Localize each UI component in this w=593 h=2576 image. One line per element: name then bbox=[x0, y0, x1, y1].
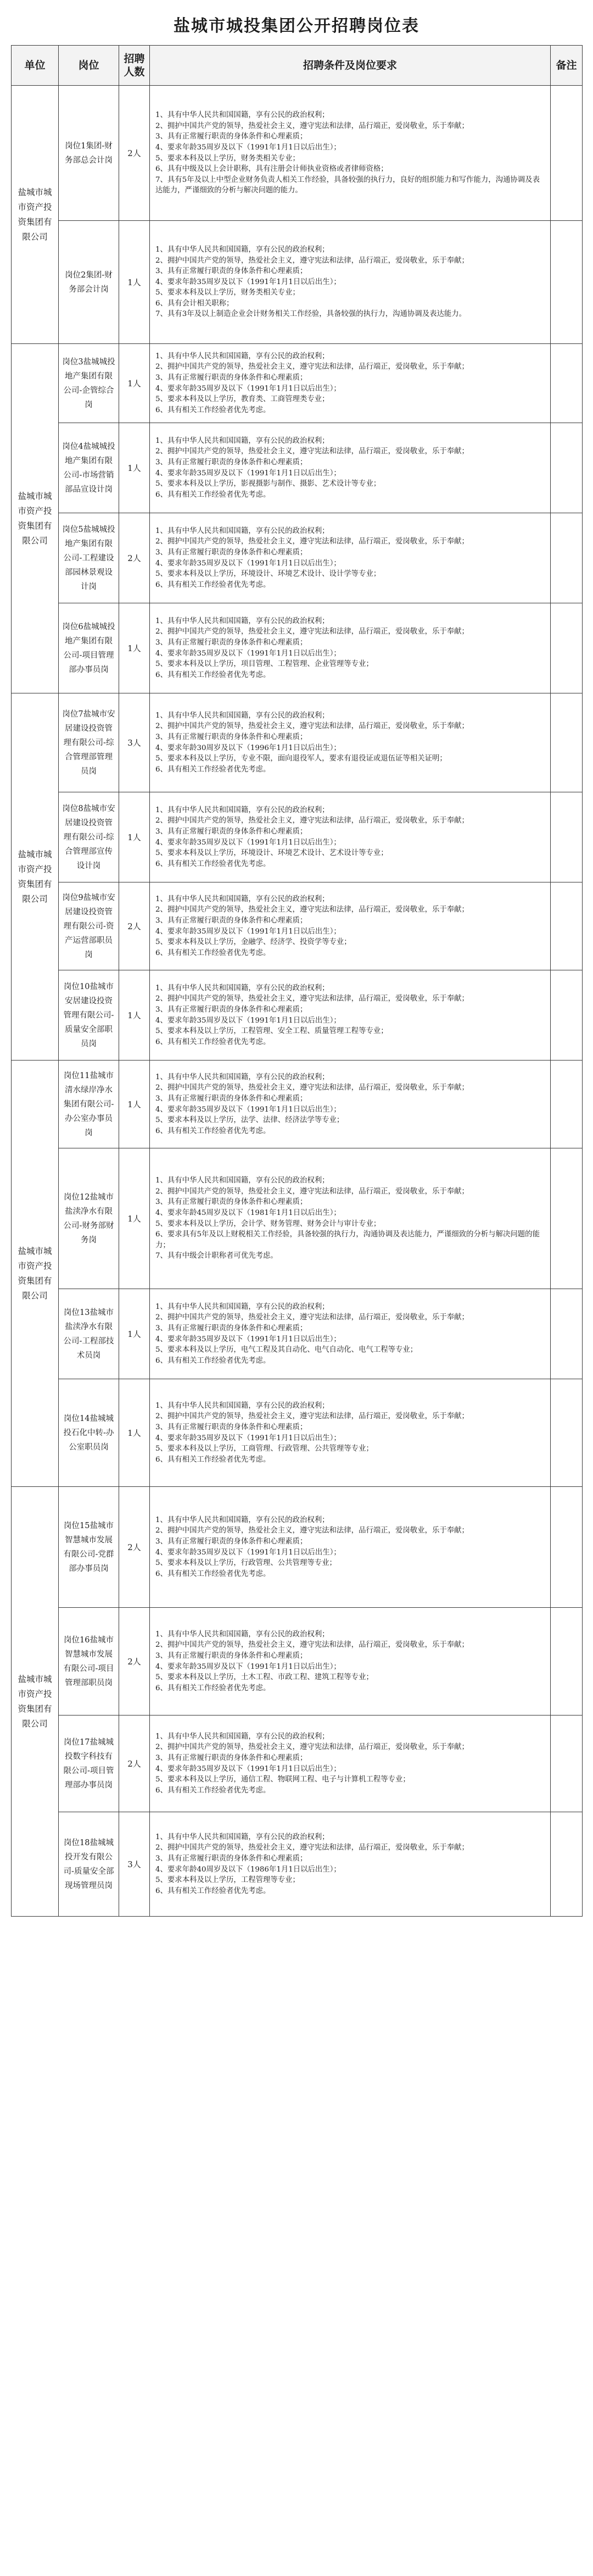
requirement-line: 4、要求年龄35周岁及以下（1991年1月1日以后出生）； bbox=[155, 384, 341, 393]
requirement-line: 1、具有中华人民共和国国籍，享有公民的政治权利； bbox=[155, 617, 329, 625]
requirement-line: 6、具有相关工作经验者优先考虑。 bbox=[155, 670, 271, 679]
table-row bbox=[12, 221, 583, 344]
requirement-line: 5、要求本科及以上学历，土木工程、市政工程、建筑工程等专业； bbox=[155, 1673, 373, 1682]
post-cell: 岗位14盐城城投石化中转-办公室职员岗 bbox=[59, 1379, 119, 1487]
requirement-line: 5、要求本科及以上学历，影视摄影与制作、摄影、艺术设计等专业； bbox=[155, 480, 381, 488]
page-title: 盐城市城投集团公开招聘岗位表 bbox=[174, 16, 419, 36]
requirement-line: 4、要求年龄45周岁及以下（1981年1月1日以后出生）； bbox=[155, 1208, 341, 1217]
requirement-line: 2、拥护中国共产党的领导，热爱社会主义，遵守宪法和法律，品行端正，爱岗敬业，乐于奉献； bbox=[155, 1412, 469, 1421]
note-cell bbox=[551, 970, 583, 1061]
requirement-line: 3、具有正常履行职责的身体条件和心理素质； bbox=[155, 1324, 307, 1333]
requirement-line: 1、具有中华人民共和国国籍，享有公民的政治权利； bbox=[155, 711, 329, 720]
requirement-line: 1、具有中华人民共和国国籍，享有公民的政治权利； bbox=[155, 245, 329, 254]
count-cell: 1人 bbox=[119, 1379, 150, 1487]
requirement-line: 5、要求本科及以上学历，通信工程、物联网工程、电子与计算机工程等专业； bbox=[155, 1775, 410, 1784]
requirement-line: 1、具有中华人民共和国国籍，享有公民的政治权利； bbox=[155, 111, 329, 120]
requirement-line: 6、具有相关工作经验者优先考虑。 bbox=[155, 1356, 271, 1365]
header-unit: 单位 bbox=[12, 46, 59, 86]
table-row bbox=[12, 513, 583, 603]
requirement-line: 6、具有相关工作经验者优先考虑。 bbox=[155, 1569, 271, 1578]
requirement-line: 5、要求本科及以上学历，环境设计、环境艺术设计、设计学等专业； bbox=[155, 570, 381, 579]
post-cell: 岗位8盐城市安居建设投资管理有限公司-综合管理部宣传设计岗 bbox=[59, 792, 119, 882]
count-cell: 1人 bbox=[119, 792, 150, 882]
requirement-line: 2、拥护中国共产党的领导，热爱社会主义，遵守宪法和法律，品行端正，爱岗敬业，乐于奉献； bbox=[155, 1313, 469, 1322]
requirements-cell bbox=[150, 603, 551, 693]
requirement-line: 1、具有中华人民共和国国籍，享有公民的政治权利； bbox=[155, 1630, 329, 1639]
requirement-line: 5、要求本科及以上学历，财务类相关专业； bbox=[155, 288, 300, 297]
requirement-line: 3、具有正常履行职责的身体条件和心理素质； bbox=[155, 132, 307, 141]
requirement-line: 4、要求年龄35周岁及以下（1991年1月1日以后出生）； bbox=[155, 649, 341, 658]
requirement-line: 4、要求年龄35周岁及以下（1991年1月1日以后出生）； bbox=[155, 559, 341, 568]
requirement-line: 5、要求本科及以上学历，会计学、财务管理、财务会计与审计专业； bbox=[155, 1219, 381, 1228]
table-row bbox=[12, 1812, 583, 1917]
requirement-line: 3、具有正常履行职责的身体条件和心理素质； bbox=[155, 373, 307, 382]
note-cell bbox=[551, 221, 583, 344]
requirements-cell bbox=[150, 1716, 551, 1812]
requirement-line: 7、具有中级会计职称者可优先考虑。 bbox=[155, 1252, 278, 1261]
post-cell: 岗位17盐城城投数字科技有限公司-项目管理部办事员岗 bbox=[59, 1716, 119, 1812]
requirement-line: 3、具有正常履行职责的身体条件和心理素质； bbox=[155, 916, 307, 925]
requirement-line: 4、要求年龄30周岁及以下（1996年1月1日以后出生）； bbox=[155, 743, 341, 752]
note-cell bbox=[551, 882, 583, 970]
requirement-line: 6、具有相关工作经验者优先考虑。 bbox=[155, 490, 271, 499]
requirement-line: 2、拥护中国共产党的领导，热爱社会主义，遵守宪法和法律，品行端正，爱岗敬业，乐于奉献； bbox=[155, 447, 469, 456]
requirement-line: 1、具有中华人民共和国国籍，享有公民的政治权利； bbox=[155, 806, 329, 814]
requirements-cell bbox=[150, 86, 551, 221]
note-cell bbox=[551, 792, 583, 882]
requirement-line: 6、具有相关工作经验者优先考虑。 bbox=[155, 1037, 271, 1046]
requirement-line: 3、具有正常履行职责的身体条件和心理素质； bbox=[155, 1537, 307, 1546]
requirement-line: 1、具有中华人民共和国国籍，享有公民的政治权利； bbox=[155, 1073, 329, 1081]
note-cell bbox=[551, 423, 583, 513]
requirements-cell bbox=[150, 1487, 551, 1608]
unit-cell: 盐城市城市资产投资集团有限公司 bbox=[12, 1061, 59, 1487]
requirement-line: 7、具有3年及以上制造企业会计财务相关工作经验，具备较强的执行力，沟通协调及表达能力。 bbox=[155, 310, 467, 319]
requirements-cell bbox=[150, 423, 551, 513]
note-cell bbox=[551, 344, 583, 423]
requirement-line: 3、具有正常履行职责的身体条件和心理素质； bbox=[155, 458, 307, 467]
requirement-line: 5、要求本科及以上学历，工程管理、安全工程、质量管理工程等专业； bbox=[155, 1027, 388, 1036]
count-cell: 2人 bbox=[119, 86, 150, 221]
requirement-line: 1、具有中华人民共和国国籍，享有公民的政治权利； bbox=[155, 895, 329, 903]
positions-table bbox=[11, 45, 583, 1917]
table-row bbox=[12, 344, 583, 423]
requirement-line: 6、具有相关工作经验者优先考虑。 bbox=[155, 948, 271, 957]
count-cell: 2人 bbox=[119, 1608, 150, 1716]
requirement-line: 2、拥护中国共产党的领导，热爱社会主义，遵守宪法和法律，品行端正，爱岗敬业，乐于奉献； bbox=[155, 256, 469, 265]
table-row bbox=[12, 1289, 583, 1379]
note-cell bbox=[551, 1487, 583, 1608]
table-header-row bbox=[12, 46, 583, 86]
requirement-line: 3、具有正常履行职责的身体条件和心理素质； bbox=[155, 732, 307, 741]
requirement-line: 5、要求本科及以上学历，教育类、工商管理类专业； bbox=[155, 395, 329, 404]
unit-cell: 盐城市城市资产投资集团有限公司 bbox=[12, 344, 59, 693]
requirement-line: 4、要求年龄35周岁及以下（1991年1月1日以后出生）； bbox=[155, 1434, 341, 1442]
requirements-cell bbox=[150, 1379, 551, 1487]
count-cell: 2人 bbox=[119, 882, 150, 970]
requirement-line: 4、要求年龄35周岁及以下（1991年1月1日以后出生）； bbox=[155, 469, 341, 478]
requirement-line: 4、要求年龄35周岁及以下（1991年1月1日以后出生）； bbox=[155, 1662, 341, 1671]
unit-cell: 盐城市城市资产投资集团有限公司 bbox=[12, 693, 59, 1061]
post-cell: 岗位5盐城城投地产集团有限公司-工程建设部园林景观设计岗 bbox=[59, 513, 119, 603]
count-cell: 1人 bbox=[119, 1061, 150, 1148]
post-cell: 岗位11盐城市清水绿岸净水集团有限公司-办公室办事员岗 bbox=[59, 1061, 119, 1148]
requirement-line: 5、要求本科及以上学历，金融学、经济学、投资学等专业； bbox=[155, 938, 351, 947]
requirements-cell bbox=[150, 693, 551, 792]
count-cell: 2人 bbox=[119, 513, 150, 603]
requirement-line: 4、要求年龄35周岁及以下（1991年1月1日以后出生）； bbox=[155, 1764, 341, 1773]
requirements-cell bbox=[150, 513, 551, 603]
requirement-line: 5、要求本科及以上学历，专业不限，面向退役军人，要求有退役证或退伍证等相关证明； bbox=[155, 754, 447, 763]
requirement-line: 2、拥护中国共产党的领导，热爱社会主义，遵守宪法和法律，品行端正，爱岗敬业，乐于奉献； bbox=[155, 817, 469, 825]
requirement-line: 2、拥护中国共产党的领导，热爱社会主义，遵守宪法和法律，品行端正，爱岗敬业，乐于奉献； bbox=[155, 1187, 469, 1196]
requirement-line: 4、要求年龄35周岁及以下（1991年1月1日以后出生）； bbox=[155, 277, 341, 286]
requirement-line: 6、具有相关工作经验者优先考虑。 bbox=[155, 765, 271, 774]
table-row bbox=[12, 1716, 583, 1812]
requirements-cell bbox=[150, 1289, 551, 1379]
requirement-line: 1、具有中华人民共和国国籍，享有公民的政治权利； bbox=[155, 1176, 329, 1185]
requirement-line: 6、具有相关工作经验者优先考虑。 bbox=[155, 406, 271, 414]
requirement-line: 2、拥护中国共产党的领导，热爱社会主义，遵守宪法和法律，品行端正，爱岗敬业，乐于奉献； bbox=[155, 628, 469, 636]
requirements-cell bbox=[150, 1148, 551, 1289]
table-row bbox=[12, 792, 583, 882]
table-row bbox=[12, 423, 583, 513]
post-cell: 岗位7盐城市安居建设投资管理有限公司-综合管理部管理员岗 bbox=[59, 693, 119, 792]
requirement-line: 6、具有相关工作经验者优先考虑。 bbox=[155, 859, 271, 868]
requirement-line: 7、具有5年及以上中型企业财务负责人相关工作经验，具备较强的执行力，良好的组织能力和写作能力，沟通协调及表达能力，严谨细致的分析与解决问题的能力。 bbox=[155, 175, 540, 195]
requirement-line: 3、具有正常履行职责的身体条件和心理素质； bbox=[155, 1651, 307, 1660]
count-cell: 3人 bbox=[119, 693, 150, 792]
table-row bbox=[12, 1487, 583, 1608]
note-cell bbox=[551, 1812, 583, 1917]
post-cell: 岗位9盐城市安居建设投资管理有限公司-资产运营部职员岗 bbox=[59, 882, 119, 970]
table-row bbox=[12, 1608, 583, 1716]
table-row bbox=[12, 603, 583, 693]
table-row bbox=[12, 1148, 583, 1289]
requirement-line: 3、具有正常履行职责的身体条件和心理素质； bbox=[155, 1005, 307, 1014]
requirement-line: 2、拥护中国共产党的领导，热爱社会主义，遵守宪法和法律，品行端正，爱岗敬业，乐于奉献； bbox=[155, 906, 469, 914]
requirement-line: 4、要求年龄35周岁及以下（1991年1月1日以后出生）； bbox=[155, 1335, 341, 1343]
table-body bbox=[12, 86, 583, 1917]
requirements-cell bbox=[150, 792, 551, 882]
document-page bbox=[11, 0, 582, 1917]
requirement-line: 1、具有中华人民共和国国籍，享有公民的政治权利； bbox=[155, 436, 329, 445]
post-cell: 岗位18盐城城投开发有限公司-质量安全部现场管理员岗 bbox=[59, 1812, 119, 1917]
requirement-line: 2、拥护中国共产党的领导，热爱社会主义，遵守宪法和法律，品行端正，爱岗敬业，乐于奉献； bbox=[155, 1641, 469, 1650]
requirement-line: 6、具有中级及以上会计职称，具有注册会计师执业资格或者律师资格； bbox=[155, 165, 388, 174]
requirement-line: 2、拥护中国共产党的领导，热爱社会主义，遵守宪法和法律，品行端正，爱岗敬业，乐于奉献； bbox=[155, 537, 469, 546]
requirement-line: 2、拥护中国共产党的领导，热爱社会主义，遵守宪法和法律，品行端正，爱岗敬业，乐于奉献； bbox=[155, 722, 469, 731]
note-cell bbox=[551, 513, 583, 603]
requirement-line: 3、具有正常履行职责的身体条件和心理素质； bbox=[155, 1854, 307, 1863]
requirement-line: 1、具有中华人民共和国国籍，享有公民的政治权利； bbox=[155, 1833, 329, 1841]
requirement-line: 1、具有中华人民共和国国籍，享有公民的政治权利； bbox=[155, 1515, 329, 1524]
requirements-cell bbox=[150, 1061, 551, 1148]
requirement-line: 5、要求本科及以上学历，电气工程及其自动化、电气自动化、电气工程等专业； bbox=[155, 1346, 418, 1354]
header-note: 备注 bbox=[551, 46, 583, 86]
requirement-line: 1、具有中华人民共和国国籍，享有公民的政治权利； bbox=[155, 984, 329, 992]
post-cell: 岗位3盐城城投地产集团有限公司-企管综合岗 bbox=[59, 344, 119, 423]
requirement-line: 2、拥护中国共产党的领导，热爱社会主义，遵守宪法和法律，品行端正，爱岗敬业，乐于奉献； bbox=[155, 1743, 469, 1752]
requirement-line: 3、具有正常履行职责的身体条件和心理素质； bbox=[155, 267, 307, 276]
requirement-line: 2、拥护中国共产党的领导，热爱社会主义，遵守宪法和法律，品行端正，爱岗敬业，乐于奉献； bbox=[155, 1526, 469, 1535]
requirement-line: 4、要求年龄35周岁及以下（1991年1月1日以后出生）； bbox=[155, 1105, 341, 1114]
requirement-line: 5、要求本科及以上学历，财务类相关专业； bbox=[155, 154, 300, 163]
requirements-cell bbox=[150, 1812, 551, 1917]
note-cell bbox=[551, 1289, 583, 1379]
count-cell: 1人 bbox=[119, 1148, 150, 1289]
requirement-line: 2、拥护中国共产党的领导，热爱社会主义，遵守宪法和法律，品行端正，爱岗敬业，乐于奉献； bbox=[155, 1844, 469, 1852]
requirement-line: 5、要求本科及以上学历，项目管理、工程管理、企业管理等专业； bbox=[155, 660, 373, 669]
requirement-line: 1、具有中华人民共和国国籍，享有公民的政治权利； bbox=[155, 1302, 329, 1311]
requirement-line: 2、拥护中国共产党的领导，热爱社会主义，遵守宪法和法律，品行端正，爱岗敬业，乐于奉献； bbox=[155, 995, 469, 1003]
requirement-line: 6、要求具有5年及以上财税相关工作经验，具备较强的执行力，沟通协调及表达能力，严谨细致的分析与解决问题的能力； bbox=[155, 1230, 540, 1250]
unit-cell: 盐城市城市资产投资集团有限公司 bbox=[12, 1487, 59, 1917]
requirement-line: 5、要求本科及以上学历，工程管理等专业； bbox=[155, 1876, 300, 1885]
note-cell bbox=[551, 86, 583, 221]
requirement-line: 4、要求年龄35周岁及以下（1991年1月1日以后出生）； bbox=[155, 927, 341, 936]
count-cell: 1人 bbox=[119, 1289, 150, 1379]
post-cell: 岗位10盐城市安居建设投资管理有限公司-质量安全部职员岗 bbox=[59, 970, 119, 1061]
requirement-line: 4、要求年龄35周岁及以下（1991年1月1日以后出生）； bbox=[155, 143, 341, 152]
table-row bbox=[12, 1379, 583, 1487]
requirement-line: 5、要求本科及以上学历，工商管理、行政管理、公共管理等专业； bbox=[155, 1445, 373, 1453]
requirement-line: 6、具有相关工作经验者优先考虑。 bbox=[155, 1684, 271, 1692]
post-cell: 岗位2集团-财务部会计岗 bbox=[59, 221, 119, 344]
count-cell: 1人 bbox=[119, 221, 150, 344]
requirement-line: 4、要求年龄35周岁及以下（1991年1月1日以后出生）； bbox=[155, 838, 341, 847]
count-cell: 1人 bbox=[119, 344, 150, 423]
count-cell: 2人 bbox=[119, 1487, 150, 1608]
requirement-line: 6、具有相关工作经验者优先考虑。 bbox=[155, 1886, 271, 1895]
requirements-cell bbox=[150, 970, 551, 1061]
requirement-line: 1、具有中华人民共和国国籍，享有公民的政治权利； bbox=[155, 1401, 329, 1410]
requirement-line: 6、具有相关工作经验者优先考虑。 bbox=[155, 1126, 271, 1135]
requirement-line: 3、具有正常履行职责的身体条件和心理素质； bbox=[155, 548, 307, 557]
requirement-line: 2、拥护中国共产党的领导，热爱社会主义，遵守宪法和法律，品行端正，爱岗敬业，乐于奉献； bbox=[155, 121, 469, 130]
note-cell bbox=[551, 1148, 583, 1289]
note-cell bbox=[551, 693, 583, 792]
requirements-cell bbox=[150, 882, 551, 970]
requirement-line: 5、要求本科及以上学历，行政管理、公共管理等专业； bbox=[155, 1559, 337, 1568]
post-cell: 岗位13盐城市盐渎净水有限公司-工程部技术员岗 bbox=[59, 1289, 119, 1379]
post-cell: 岗位6盐城城投地产集团有限公司-项目管理部办事员岗 bbox=[59, 603, 119, 693]
count-cell: 1人 bbox=[119, 603, 150, 693]
post-cell: 岗位16盐城市智慧城市发展有限公司-项目管理部职员岗 bbox=[59, 1608, 119, 1716]
requirement-line: 5、要求本科及以上学历，环境设计、环境艺术设计、艺术设计等专业； bbox=[155, 849, 388, 858]
count-cell: 3人 bbox=[119, 1812, 150, 1917]
header-requirements: 招聘条件及岗位要求 bbox=[150, 46, 551, 86]
requirements-cell bbox=[150, 344, 551, 423]
table-row bbox=[12, 970, 583, 1061]
requirement-line: 1、具有中华人民共和国国籍，享有公民的政治权利； bbox=[155, 1732, 329, 1741]
requirement-line: 3、具有正常履行职责的身体条件和心理素质； bbox=[155, 1753, 307, 1762]
requirements-cell bbox=[150, 1608, 551, 1716]
count-cell: 1人 bbox=[119, 970, 150, 1061]
requirement-line: 4、要求年龄35周岁及以下（1991年1月1日以后出生）； bbox=[155, 1016, 341, 1025]
count-cell: 2人 bbox=[119, 1716, 150, 1812]
note-cell bbox=[551, 1379, 583, 1487]
unit-cell: 盐城市城市资产投资集团有限公司 bbox=[12, 86, 59, 344]
requirement-line: 6、具有相关工作经验者优先考虑。 bbox=[155, 1455, 271, 1464]
table-row bbox=[12, 882, 583, 970]
requirement-line: 2、拥护中国共产党的领导，热爱社会主义，遵守宪法和法律，品行端正，爱岗敬业，乐于奉献； bbox=[155, 1084, 469, 1092]
requirement-line: 3、具有正常履行职责的身体条件和心理素质； bbox=[155, 1198, 307, 1207]
requirement-line: 2、拥护中国共产党的领导，热爱社会主义，遵守宪法和法律，品行端正，爱岗敬业，乐于奉献； bbox=[155, 363, 469, 371]
header-post: 岗位 bbox=[59, 46, 119, 86]
requirement-line: 3、具有正常履行职责的身体条件和心理素质； bbox=[155, 638, 307, 647]
table-row bbox=[12, 693, 583, 792]
note-cell bbox=[551, 1061, 583, 1148]
post-cell: 岗位4盐城城投地产集团有限公司-市场营销部品宣设计岗 bbox=[59, 423, 119, 513]
requirement-line: 1、具有中华人民共和国国籍，享有公民的政治权利； bbox=[155, 526, 329, 535]
requirement-line: 1、具有中华人民共和国国籍，享有公民的政治权利； bbox=[155, 352, 329, 360]
note-cell bbox=[551, 1716, 583, 1812]
requirement-line: 4、要求年龄40周岁及以下（1986年1月1日以后出生）； bbox=[155, 1865, 341, 1874]
requirement-line: 6、具有相关工作经验者优先考虑。 bbox=[155, 580, 271, 589]
post-cell: 岗位15盐城市智慧城市发展有限公司-党群部办事员岗 bbox=[59, 1487, 119, 1608]
requirements-cell bbox=[150, 221, 551, 344]
requirement-line: 3、具有正常履行职责的身体条件和心理素质； bbox=[155, 1094, 307, 1103]
count-cell: 1人 bbox=[119, 423, 150, 513]
header-count: 招聘人数 bbox=[119, 46, 150, 86]
requirement-line: 6、具有相关工作经验者优先考虑。 bbox=[155, 1786, 271, 1795]
requirement-line: 3、具有正常履行职责的身体条件和心理素质； bbox=[155, 827, 307, 836]
requirement-line: 6、具有会计相关职称； bbox=[155, 299, 234, 308]
post-cell: 岗位12盐城市盐渎净水有限公司-财务部财务岗 bbox=[59, 1148, 119, 1289]
requirement-line: 3、具有正常履行职责的身体条件和心理素质； bbox=[155, 1423, 307, 1431]
post-cell: 岗位1集团-财务部总会计岗 bbox=[59, 86, 119, 221]
requirement-line: 5、要求本科及以上学历，法学、法律、经济法学等专业； bbox=[155, 1116, 344, 1125]
table-row bbox=[12, 1061, 583, 1148]
requirement-line: 4、要求年龄35周岁及以下（1991年1月1日以后出生）； bbox=[155, 1548, 341, 1557]
table-row bbox=[12, 86, 583, 221]
note-cell bbox=[551, 1608, 583, 1716]
note-cell bbox=[551, 603, 583, 693]
